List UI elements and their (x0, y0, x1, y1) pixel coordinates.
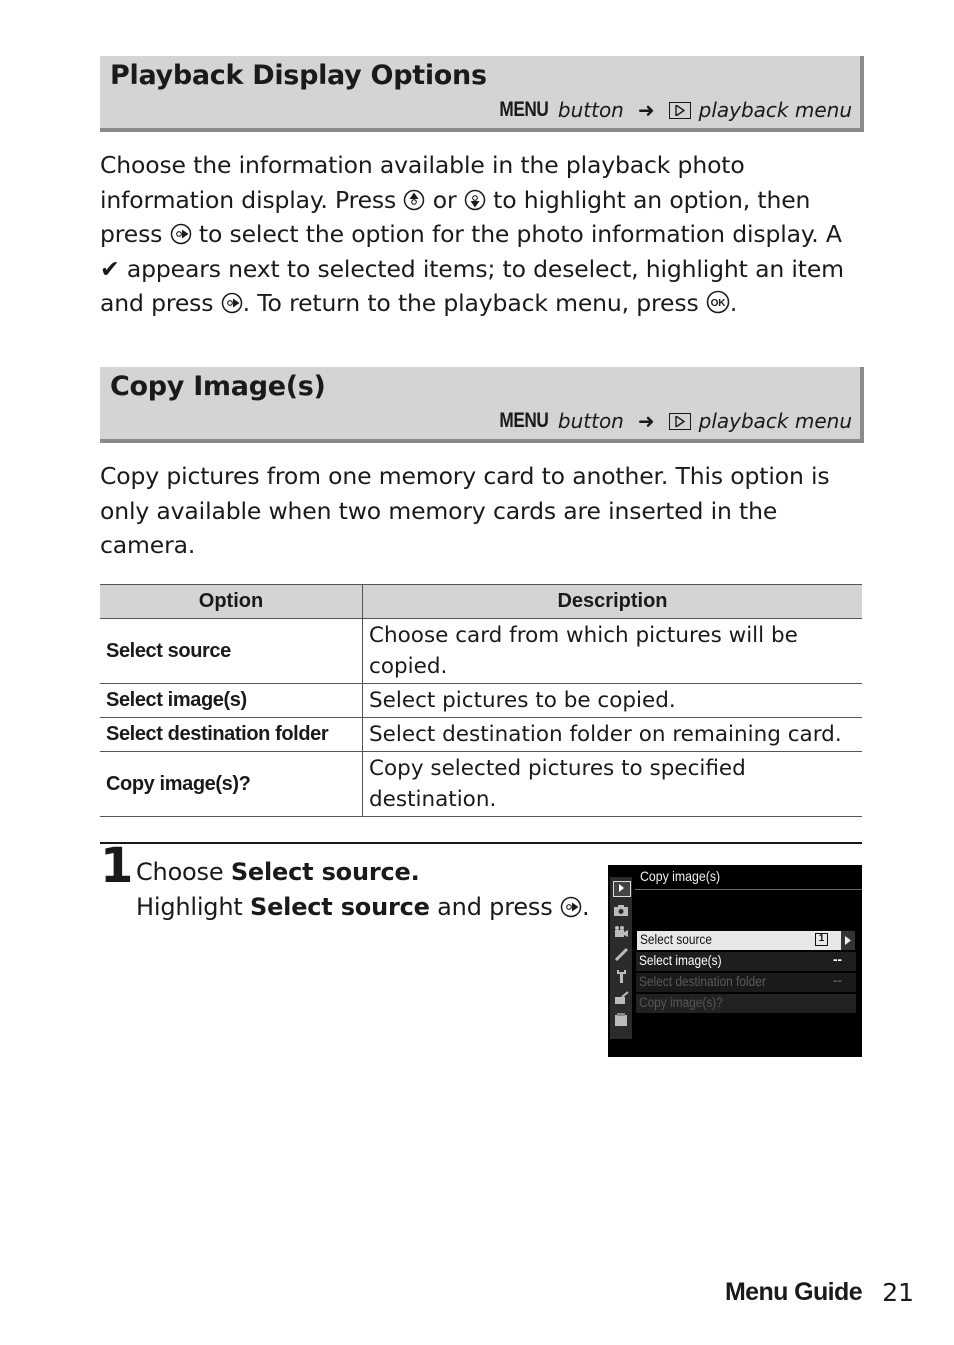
section-title: Playback Display Options (110, 60, 487, 91)
text-line: Copy pictures from one memory card to another. This option is (100, 462, 830, 490)
page-number: 21 (882, 1278, 914, 1307)
camera-menu-item-value: -- (833, 973, 842, 988)
step-heading-option: Select source. (230, 858, 420, 886)
text-line (100, 286, 870, 321)
menu-button-label: MENU (499, 98, 549, 121)
table-row (100, 752, 862, 817)
table-row (100, 684, 862, 718)
text-fragment: and press (100, 289, 214, 318)
title-underline (635, 889, 862, 890)
my-menu-tab-icon (613, 1013, 629, 1027)
footer-section-title: Menu Guide (724, 1278, 862, 1306)
multi-selector-right-icon (560, 896, 582, 918)
text-fragment: appears next to selected items; to deselect, highlight an item (126, 254, 844, 283)
description-cell: Select pictures to be copied. (363, 684, 863, 718)
text-fragment: and press (437, 893, 553, 921)
options-table (100, 584, 862, 817)
movie-tab-icon (613, 925, 629, 939)
description-cell: Choose card from which pictures will be copied. (363, 619, 863, 684)
camera-menu-title: Copy image(s) (640, 868, 721, 884)
submenu-arrow-icon (841, 931, 855, 950)
text-line: camera. (100, 531, 196, 560)
memory-card-slot-icon: 1 (815, 933, 828, 946)
text-line (100, 217, 870, 252)
checkmark-icon: ✔ (100, 254, 120, 283)
section-heading-playback-display-options (100, 56, 864, 132)
button-word: button (557, 98, 624, 122)
playback-display-description (100, 148, 870, 321)
camera-menu-item-select-source[interactable] (637, 931, 855, 950)
wrench-tab-icon (613, 969, 629, 983)
copy-images-description (100, 459, 870, 563)
text-fragment: or (432, 185, 457, 214)
arrow-right-icon: ➜ (637, 98, 655, 122)
text-fragment: . To return to the playback menu, press (242, 289, 699, 318)
text-fragment: . (729, 289, 738, 318)
camera-menu-screen (608, 865, 862, 1057)
header-description: Description (363, 585, 863, 619)
menu-button-label: MENU (499, 409, 549, 432)
arrow-right-icon: ➜ (637, 409, 655, 433)
text-line (100, 252, 870, 287)
header-option: Option (100, 585, 363, 619)
text-fragment: . (581, 893, 590, 921)
multi-selector-down-icon (464, 189, 486, 211)
section-heading-copy-images (100, 367, 864, 443)
text-fragment: information display. Press (100, 185, 397, 214)
playback-menu-label: playback menu (698, 409, 852, 433)
playback-menu-label: playback menu (698, 98, 852, 122)
camera-menu-item-label: Select destination folder (639, 974, 766, 989)
camera-menu-item-label: Select source (640, 932, 712, 947)
menu-path (494, 409, 852, 433)
menu-path (494, 98, 852, 122)
camera-menu-item-select-images[interactable] (636, 952, 856, 971)
camera-menu-item-label: Select image(s) (639, 953, 722, 968)
camera-tab-icon (613, 903, 629, 917)
camera-menu-item-select-destination-folder[interactable] (636, 973, 856, 992)
camera-menu-item-copy-images[interactable] (636, 994, 856, 1013)
playback-menu-icon (669, 413, 691, 430)
table-row (100, 718, 862, 752)
playback-menu-icon (669, 102, 691, 119)
ok-button-icon (706, 290, 730, 314)
text-fragment: Select source (250, 893, 430, 921)
option-cell: Copy image(s)? (100, 752, 363, 817)
step-heading-text: Choose (136, 858, 224, 886)
text-fragment: press (100, 220, 163, 249)
option-cell: Select destination folder (100, 718, 363, 752)
text-fragment: to select the option for the photo information display. A (198, 220, 842, 249)
table-header-row (100, 585, 862, 619)
section-title: Copy Image(s) (110, 371, 326, 402)
button-word: button (557, 409, 624, 433)
camera-menu-item-value: -- (833, 952, 842, 967)
step-number: 1 (100, 838, 134, 894)
step-heading (136, 858, 419, 886)
text-line: Choose the information available in the playback photo (100, 151, 745, 179)
description-cell: Select destination folder on remaining card. (363, 718, 863, 752)
description-cell: Copy selected pictures to specified destination. (363, 752, 863, 817)
camera-menu-item-label: Copy image(s)? (639, 995, 723, 1010)
multi-selector-right-icon (170, 223, 192, 245)
multi-selector-up-icon (403, 189, 425, 211)
text-fragment: Highlight (136, 893, 243, 921)
pencil-tab-icon (613, 947, 629, 961)
option-cell: Select source (100, 619, 363, 684)
step-body (136, 893, 589, 921)
option-cell: Select image(s) (100, 684, 363, 718)
svg-text:OK: OK (710, 298, 726, 310)
text-fragment: to highlight an option, then (493, 185, 811, 214)
text-line (100, 183, 870, 218)
menu-tab-sidebar (610, 877, 632, 1039)
table-row (100, 619, 862, 684)
multi-selector-right-icon (221, 292, 243, 314)
text-line: only available when two memory cards are inserted in the (100, 496, 778, 525)
playback-tab-icon (613, 881, 631, 897)
step-divider (100, 842, 862, 844)
retouch-tab-icon (613, 991, 629, 1005)
